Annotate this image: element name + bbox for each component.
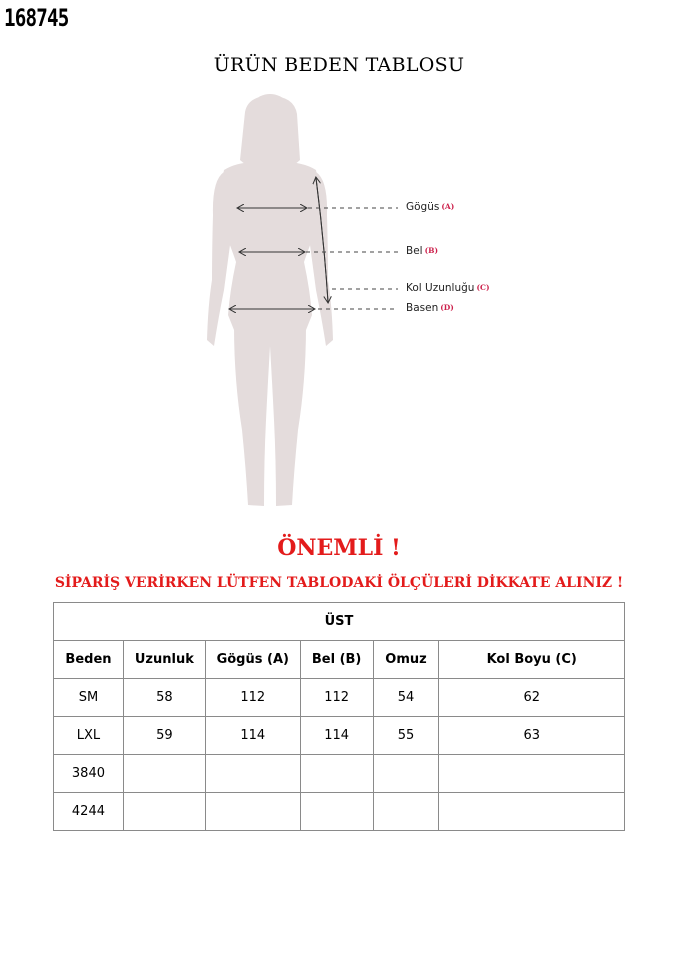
table-cell bbox=[300, 793, 373, 831]
column-header: Beden bbox=[54, 641, 124, 679]
table-cell bbox=[373, 755, 439, 793]
column-header: Gögüs (A) bbox=[205, 641, 300, 679]
measurement-label-sleeve: Kol Uzunluğu (C) bbox=[406, 282, 490, 294]
table-cell bbox=[205, 755, 300, 793]
page-title: ÜRÜN BEDEN TABLOSU bbox=[213, 54, 465, 76]
table-cell bbox=[205, 793, 300, 831]
column-header: Kol Boyu (C) bbox=[439, 641, 625, 679]
column-header: Bel (B) bbox=[300, 641, 373, 679]
measurement-label-bust: Gögüs (A) bbox=[406, 201, 455, 213]
table-cell: 114 bbox=[205, 717, 300, 755]
table-cell bbox=[373, 793, 439, 831]
measurement-label-hip: Basen (D) bbox=[406, 302, 454, 314]
table-section-header: ÜST bbox=[54, 603, 625, 641]
measurement-label-waist: Bel (B) bbox=[406, 245, 439, 257]
table-cell bbox=[439, 755, 625, 793]
table-cell bbox=[439, 793, 625, 831]
table-cell: 114 bbox=[300, 717, 373, 755]
table-row bbox=[54, 679, 625, 717]
table-cell bbox=[123, 793, 205, 831]
table-section-row bbox=[54, 603, 625, 641]
silhouette bbox=[207, 94, 333, 506]
product-code: 168745 bbox=[4, 4, 69, 32]
column-header: Uzunluk bbox=[123, 641, 205, 679]
table-row bbox=[54, 717, 625, 755]
table-cell bbox=[123, 755, 205, 793]
table-cell: LXL bbox=[54, 717, 124, 755]
column-header: Omuz bbox=[373, 641, 439, 679]
table-row bbox=[54, 755, 625, 793]
table-row bbox=[54, 793, 625, 831]
table-cell: 3840 bbox=[54, 755, 124, 793]
table-cell: 112 bbox=[205, 679, 300, 717]
size-table bbox=[53, 602, 625, 831]
important-heading: ÖNEMLİ ! bbox=[277, 535, 401, 561]
table-cell: 54 bbox=[373, 679, 439, 717]
table-cell: 63 bbox=[439, 717, 625, 755]
table-cell: 58 bbox=[123, 679, 205, 717]
warning-text: SİPARİŞ VERİRKEN LÜTFEN TABLODAKİ ÖLÇÜLERİ DİKKATE ALINIZ ! bbox=[54, 575, 624, 591]
table-cell: 59 bbox=[123, 717, 205, 755]
table-cell bbox=[300, 755, 373, 793]
table-cell: 55 bbox=[373, 717, 439, 755]
table-cell: 112 bbox=[300, 679, 373, 717]
table-cell: 4244 bbox=[54, 793, 124, 831]
table-cell: SM bbox=[54, 679, 124, 717]
table-header-row bbox=[54, 641, 625, 679]
table-cell: 62 bbox=[439, 679, 625, 717]
